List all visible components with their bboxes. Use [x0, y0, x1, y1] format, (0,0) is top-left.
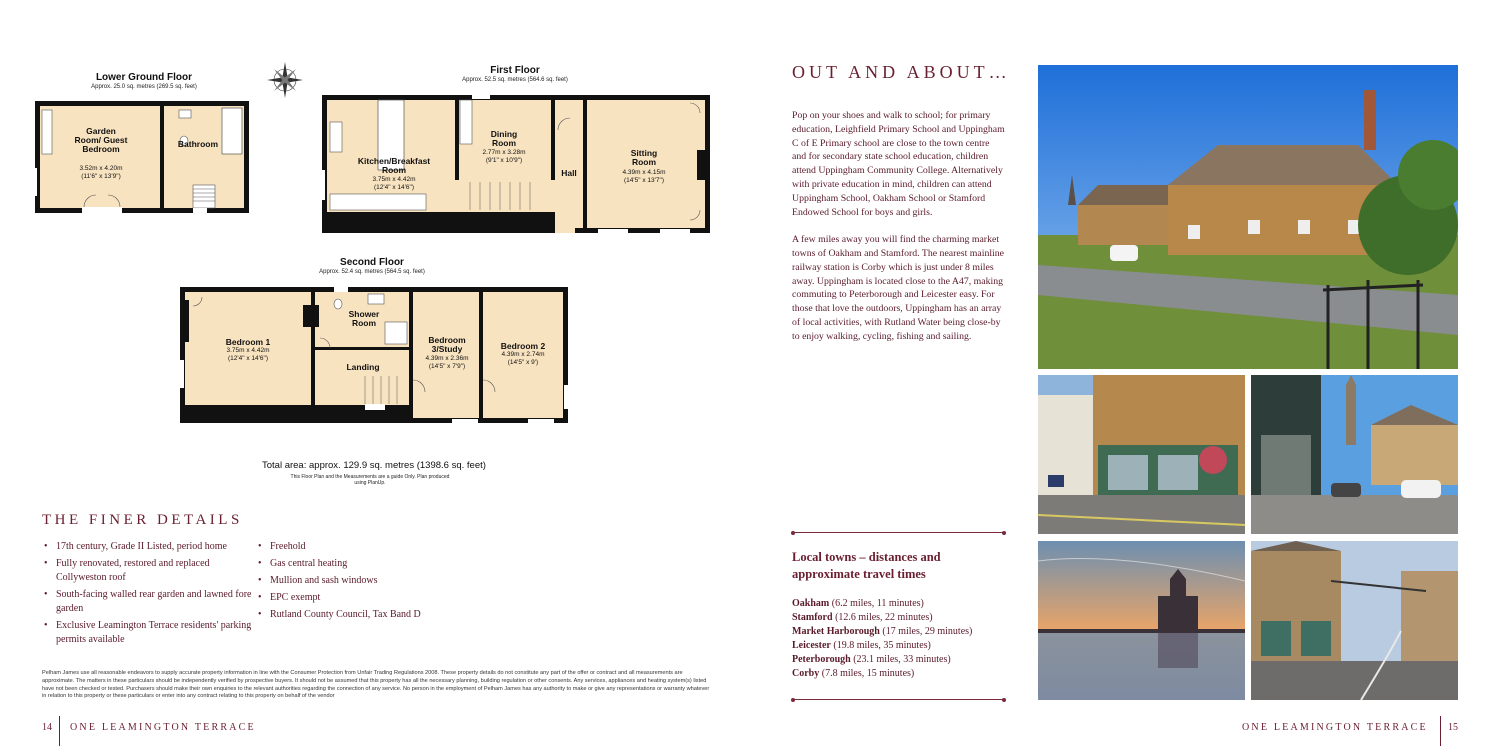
photo-high-street: [1038, 375, 1245, 534]
room-dining-label: Dining Room: [490, 129, 518, 148]
room-sitting-label: Sitting Room: [630, 148, 658, 167]
list-item: • Fully renovated, restored and replaced Collyweston roof: [42, 557, 252, 585]
list-item: [792, 625, 1012, 639]
list-item: • Mullion and sash windows: [256, 574, 456, 588]
intro-paragraph-1: Pop on your shoes and walk to school; for primary education, Leighfield Primary School and Uppingham C of E Primary school are close to the town centre and for secondary state school education, children attend Uppingham Community College. Alternatively with private education in mind, children can attend Uppingham School, Oakham School or Stamford Endowed School for boys and girls.: [792, 110, 1005, 218]
photo-village-street: [1038, 65, 1458, 369]
compass-icon: [267, 62, 303, 98]
list-item: [792, 611, 1012, 625]
room-sitting-dims: 4.39m x 4.15m (14'5" x 13'7"): [622, 169, 666, 184]
left-footer-title: ONE LEAMINGTON TERRACE: [70, 722, 256, 733]
town-distance: (19.8 miles, 35 minutes): [833, 639, 931, 651]
room-bedroom1-label: Bedroom 1: [225, 337, 271, 347]
divider-bottom: [792, 699, 1005, 700]
town-distance: (7.8 miles, 15 minutes): [821, 667, 915, 679]
intro-paragraph-2: A few miles away you will find the charming market towns of Oakham and Stamford. The nearest mainline railway station is Corby which is just under 8 miles away. Uppingham is located close to the A47, making commuting to Peterborough and Leicester easy. For those that love the outdoors, Uppingham has an array of local activities, with Rutland Water being close-by to enjoy walking, cycling, fishing and sailing.: [792, 234, 1005, 342]
out-and-about-heading: OUT AND ABOUT…: [792, 62, 1011, 82]
photo-church-square: [1251, 375, 1458, 534]
town-distance: (12.6 miles, 22 minutes): [835, 611, 933, 623]
lower-ground-area: Approx. 25.0 sq. metres (269.5 sq. feet): [91, 84, 197, 90]
room-bedroom3-dims: 4.39m x 2.36m (14'5" x 7'9"): [425, 355, 469, 370]
first-floor-area: Approx. 52.5 sq. metres (564.6 sq. feet): [462, 77, 568, 83]
town-name: Leicester: [792, 639, 831, 651]
first-floor-title: First Floor: [490, 65, 540, 76]
second-floor-title: Second Floor: [340, 257, 404, 268]
town-distance: (6.2 miles, 11 minutes): [831, 598, 924, 609]
room-kitchen-dims: 3.75m x 4.42m (12'4" x 14'6"): [372, 176, 416, 191]
list-item: • Freehold: [256, 540, 456, 554]
list-item: [792, 667, 1012, 681]
finer-details-right-list: [256, 540, 456, 625]
room-bathroom-label: Bathroom: [177, 139, 219, 149]
finer-details-left-list: [42, 540, 252, 650]
photo-normanton-church: [1038, 541, 1245, 700]
room-bedroom3-label: Bedroom 3/Study: [428, 335, 466, 354]
local-towns-list: [792, 597, 1012, 680]
list-item: • Rutland County Council, Tax Band D: [256, 608, 456, 622]
room-bedroom2-dims: 4.39m x 2.74m (14'5" x 9'): [501, 351, 545, 366]
photo-market-street: [1251, 541, 1458, 700]
town-name: Corby: [792, 667, 820, 679]
room-garden-room-dims: 3.52m x 4.20m (11'6" x 13'9"): [79, 165, 123, 180]
list-item: • 17th century, Grade II Listed, period home: [42, 540, 252, 554]
town-name: Oakham: [792, 598, 830, 609]
legal-disclaimer: Pelham James use all reasonable endeavors to supply accurate property information in line with the Consumer Protection from Unfair Trading Regulations 2008. These property details do not constitute any part of the offer or contract and all measurements are approximate. The matters in these particulars should be independently verified by prospective buyers. It should not be assumed that this property has all the necessary planning, building regulation or other consents. Any services, appliances and heating system(s) listed have not been checked or tested. Purchasers should make their own enquiries to the relevant authorities regarding the connection of any service. No person in the employment of Pelham James has any authority to make or give any representations or warranty whatever in relation to this property or these particulars or enter into any contract relating to this property on behalf of the vendor: [42, 670, 710, 700]
room-dining-dims: 2.77m x 3.28m (9'1" x 10'9"): [482, 149, 526, 164]
total-area: Total area: approx. 129.9 sq. metres (1398.6 sq. feet): [262, 460, 486, 471]
town-name: Stamford: [792, 611, 833, 623]
room-garden-room-label: Garden Room/ Guest Bedroom: [74, 126, 128, 154]
floor-plan-note: This Floor Plan and the Measurements are a guide Only. Plan produced using PlanUp.: [290, 474, 450, 487]
out-and-about-text: [792, 109, 1006, 357]
left-page-number: 14: [42, 722, 52, 733]
list-item: • Exclusive Leamington Terrace residents' parking permits available: [42, 619, 252, 647]
right-footer-divider: [1440, 716, 1441, 746]
local-towns-heading: Local towns – distances and approximate travel times: [792, 550, 941, 581]
town-name: Peterborough: [792, 653, 851, 665]
room-hall-label: Hall: [561, 168, 577, 178]
room-kitchen-label: Kitchen/Breakfast Room: [357, 156, 431, 175]
room-bedroom1-dims: 3.75m x 4.42m (12'4" x 14'6"): [226, 347, 270, 362]
room-landing-label: Landing: [346, 362, 380, 372]
second-floor-area: Approx. 52.4 sq. metres (564.5 sq. feet): [319, 269, 425, 275]
right-footer-title: ONE LEAMINGTON TERRACE: [1242, 722, 1428, 733]
town-name: Market Harborough: [792, 625, 880, 637]
divider-top: [792, 532, 1005, 533]
town-distance: (17 miles, 29 minutes): [882, 625, 973, 637]
list-item: [792, 653, 1012, 667]
list-item: • Gas central heating: [256, 557, 456, 571]
room-bedroom2-label: Bedroom 2: [500, 341, 546, 351]
left-footer-divider: [59, 716, 60, 746]
list-item: [792, 597, 1012, 611]
right-page-number: 15: [1448, 722, 1458, 733]
lower-ground-title: Lower Ground Floor: [95, 72, 193, 83]
room-shower-label: Shower Room: [348, 309, 380, 328]
list-item: • EPC exempt: [256, 591, 456, 605]
list-item: • South-facing walled rear garden and lawned fore garden: [42, 588, 252, 616]
list-item: [792, 639, 1012, 653]
town-distance: (23.1 miles, 33 minutes): [853, 653, 951, 665]
finer-details-heading: THE FINER DETAILS: [42, 512, 243, 528]
